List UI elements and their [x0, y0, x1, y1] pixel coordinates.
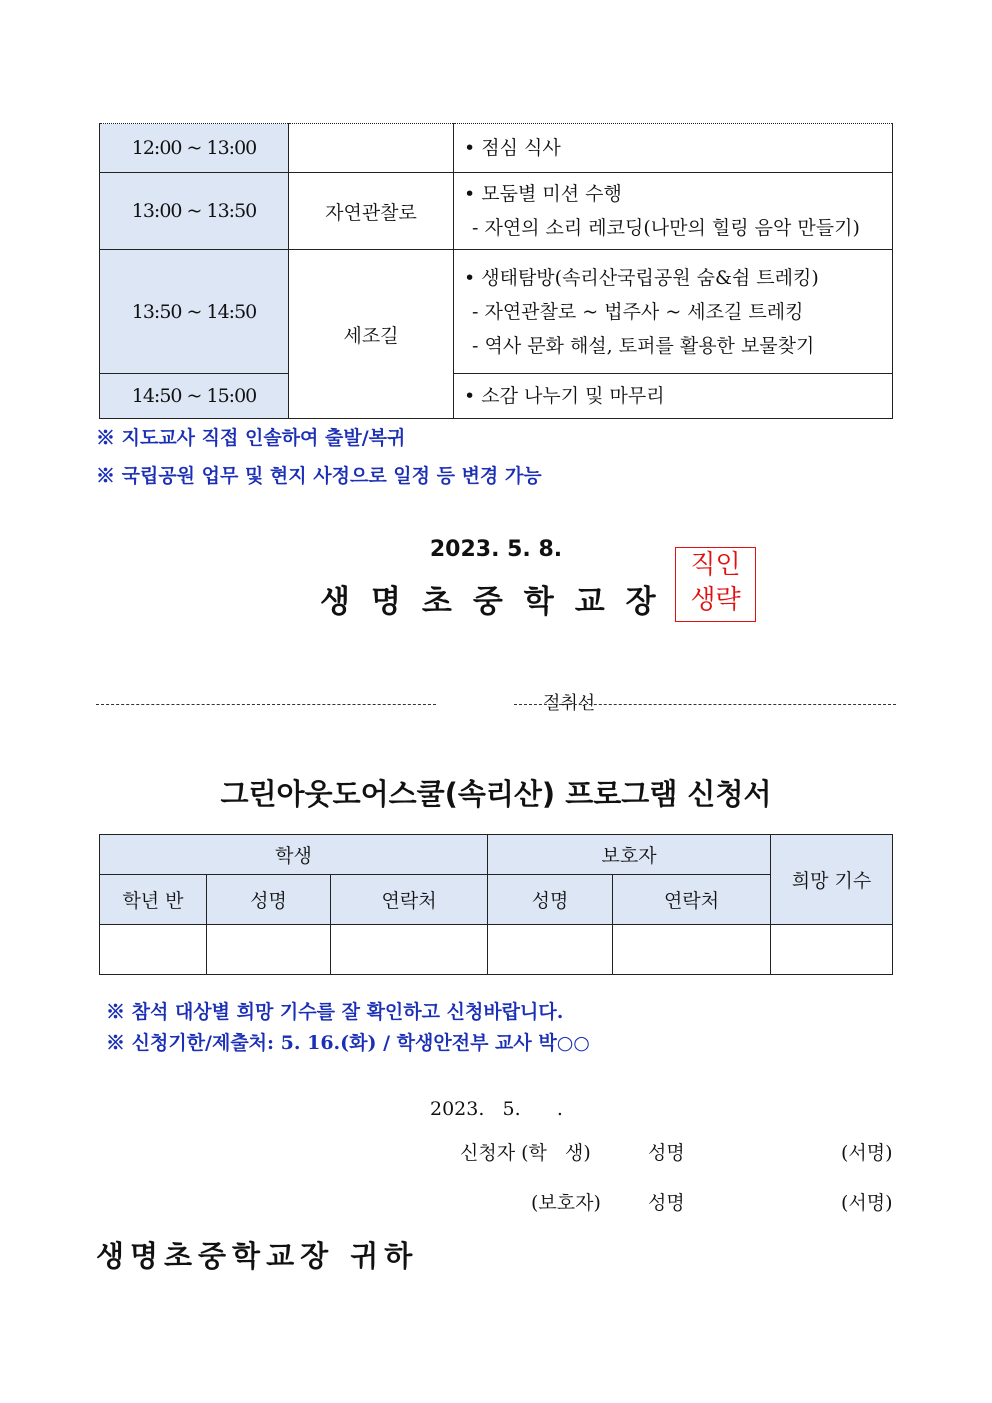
schedule-note: ※ 지도교사 직접 인솔하여 출발/복귀 — [96, 427, 406, 449]
schedule-place: 자연관찰로 — [289, 173, 454, 250]
application-date: 2023. 5. . — [430, 1098, 563, 1120]
grade-class-cell[interactable] — [100, 925, 207, 975]
applicant-student-label: 신청자 (학 생) — [460, 1142, 591, 1164]
schedule-activity — [454, 374, 893, 419]
activity-line: • 모둠별 미션 수행 — [464, 183, 622, 205]
schedule-activity — [454, 173, 893, 250]
schedule-row — [100, 173, 893, 250]
header-grade-class: 학년 반 — [100, 875, 207, 925]
header-desired-term: 희망 기수 — [771, 835, 893, 925]
official-seal — [675, 547, 756, 622]
schedule-table — [99, 123, 893, 419]
recipient-footer: 생명초중학교장 귀하 — [96, 1239, 419, 1273]
activity-sub-line: - 역사 문화 해설, 토퍼를 활용한 보물찾기 — [472, 334, 815, 357]
header-guardian-contact: 연락처 — [613, 875, 771, 925]
guardian-name-cell[interactable] — [488, 925, 613, 975]
form-note: ※ 참석 대상별 희망 기수를 잘 확인하고 신청바랍니다. — [106, 1001, 564, 1023]
header-student-contact: 연락처 — [331, 875, 488, 925]
form-title: 그린아웃도어스쿨(속리산) 프로그램 신청서 — [220, 777, 772, 811]
form-note: ※ 신청기한/제출처: 5. 16.(화) / 학생안전부 교사 박○○ — [106, 1032, 590, 1054]
activity-sub-line: - 자연관찰로 ~ 법주사 ~ 세조길 트레킹 — [472, 300, 804, 323]
desired-term-cell[interactable] — [771, 925, 893, 975]
schedule-row — [100, 250, 893, 374]
principal-name: 생명초중학교장 — [320, 584, 677, 620]
schedule-place — [289, 124, 454, 173]
student-contact-cell[interactable] — [331, 925, 488, 975]
schedule-note: ※ 국립공원 업무 및 현지 사정으로 일정 등 변경 가능 — [96, 465, 542, 487]
issue-date: 2023. 5. 8. — [429, 537, 563, 562]
guardian-name-label: 성명 — [648, 1192, 685, 1214]
activity-line: • 점심 식사 — [464, 137, 561, 159]
activity-line: • 생태탐방(속리산국립공원 숨&쉼 트레킹) — [464, 266, 819, 289]
schedule-place: 세조길 — [289, 250, 454, 419]
activity-sub-line: - 자연의 소리 레코딩(나만의 힐링 음악 만들기) — [472, 217, 860, 239]
schedule-activity — [454, 250, 893, 374]
guardian-contact-cell[interactable] — [613, 925, 771, 975]
student-name-label: 성명 — [648, 1142, 685, 1164]
cut-dash-right — [514, 704, 896, 705]
header-guardian-name: 성명 — [488, 875, 613, 925]
schedule-row — [100, 374, 893, 419]
application-input-row — [100, 925, 893, 975]
student-name-cell[interactable] — [207, 925, 331, 975]
header-student: 학생 — [100, 835, 488, 875]
schedule-time: 13:00 ~ 13:50 — [100, 173, 289, 250]
applicant-guardian-label: (보호자) — [531, 1192, 601, 1214]
cut-line — [96, 692, 896, 716]
application-table — [99, 834, 893, 975]
schedule-activity — [454, 124, 893, 173]
activity-line: • 소감 나누기 및 마무리 — [464, 385, 665, 407]
seal-text: 생략 — [690, 585, 741, 615]
guardian-sign-label: (서명) — [841, 1192, 893, 1214]
seal-text: 직인 — [690, 550, 741, 580]
schedule-time: 14:50 ~ 15:00 — [100, 374, 289, 419]
header-guardian: 보호자 — [488, 835, 771, 875]
schedule-time: 12:00 ~ 13:00 — [100, 124, 289, 173]
cut-dash-left — [96, 704, 436, 705]
header-student-name: 성명 — [207, 875, 331, 925]
schedule-row — [100, 124, 893, 173]
cut-line-label: 절취선 — [543, 693, 596, 714]
schedule-time: 13:50 ~ 14:50 — [100, 250, 289, 374]
student-sign-label: (서명) — [841, 1142, 893, 1164]
